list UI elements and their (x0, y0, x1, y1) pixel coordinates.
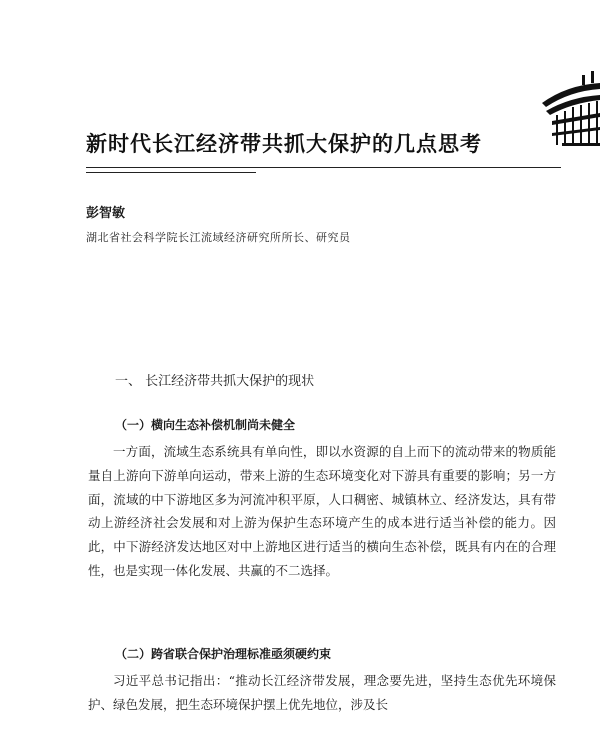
title-rule-short (86, 172, 256, 173)
author-affiliation: 湖北省社会科学院长江流域经济研究所所长、研究员 (86, 231, 351, 244)
subsection-heading: （二）跨省联合保护治理标准亟须硬约束 (115, 647, 332, 661)
paragraph: 习近平总书记指出：“推动长江经济带发展，理念要先进，坚持生态优先环境保护、绿色发展，把生态环境保护摆上优先地位，涉及长 (88, 673, 556, 712)
section-heading: 一、 长江经济带共抓大保护的现状 (115, 374, 315, 389)
author-name: 彭智敏 (86, 206, 126, 221)
paragraph: 一方面，流域生态系统具有单向性，即以水资源的自上而下的流动带来的物质能量自上游向下游单向运动，带来上游的生态环境变化对下游具有重要的影响；另一方面，流域的中下游地区多为河流冲积平原，人口稠密、城镇林立、经济发达，具有带动上游经济社会发展和对上游为保护生态环境产生的成本进行适当补偿的能力。因此，中下游经济发达地区对中上游地区进行适当的横向生态补偿，既具有内在的合理性，也是实现一体化发展、共赢的不二选择。 (88, 444, 556, 578)
building-illustration (512, 55, 600, 155)
article-title: 新时代长江经济带共抓大保护的几点思考 (86, 132, 482, 156)
title-rule (86, 167, 561, 168)
subsection-heading: （一）横向生态补偿机制尚未健全 (115, 418, 296, 432)
